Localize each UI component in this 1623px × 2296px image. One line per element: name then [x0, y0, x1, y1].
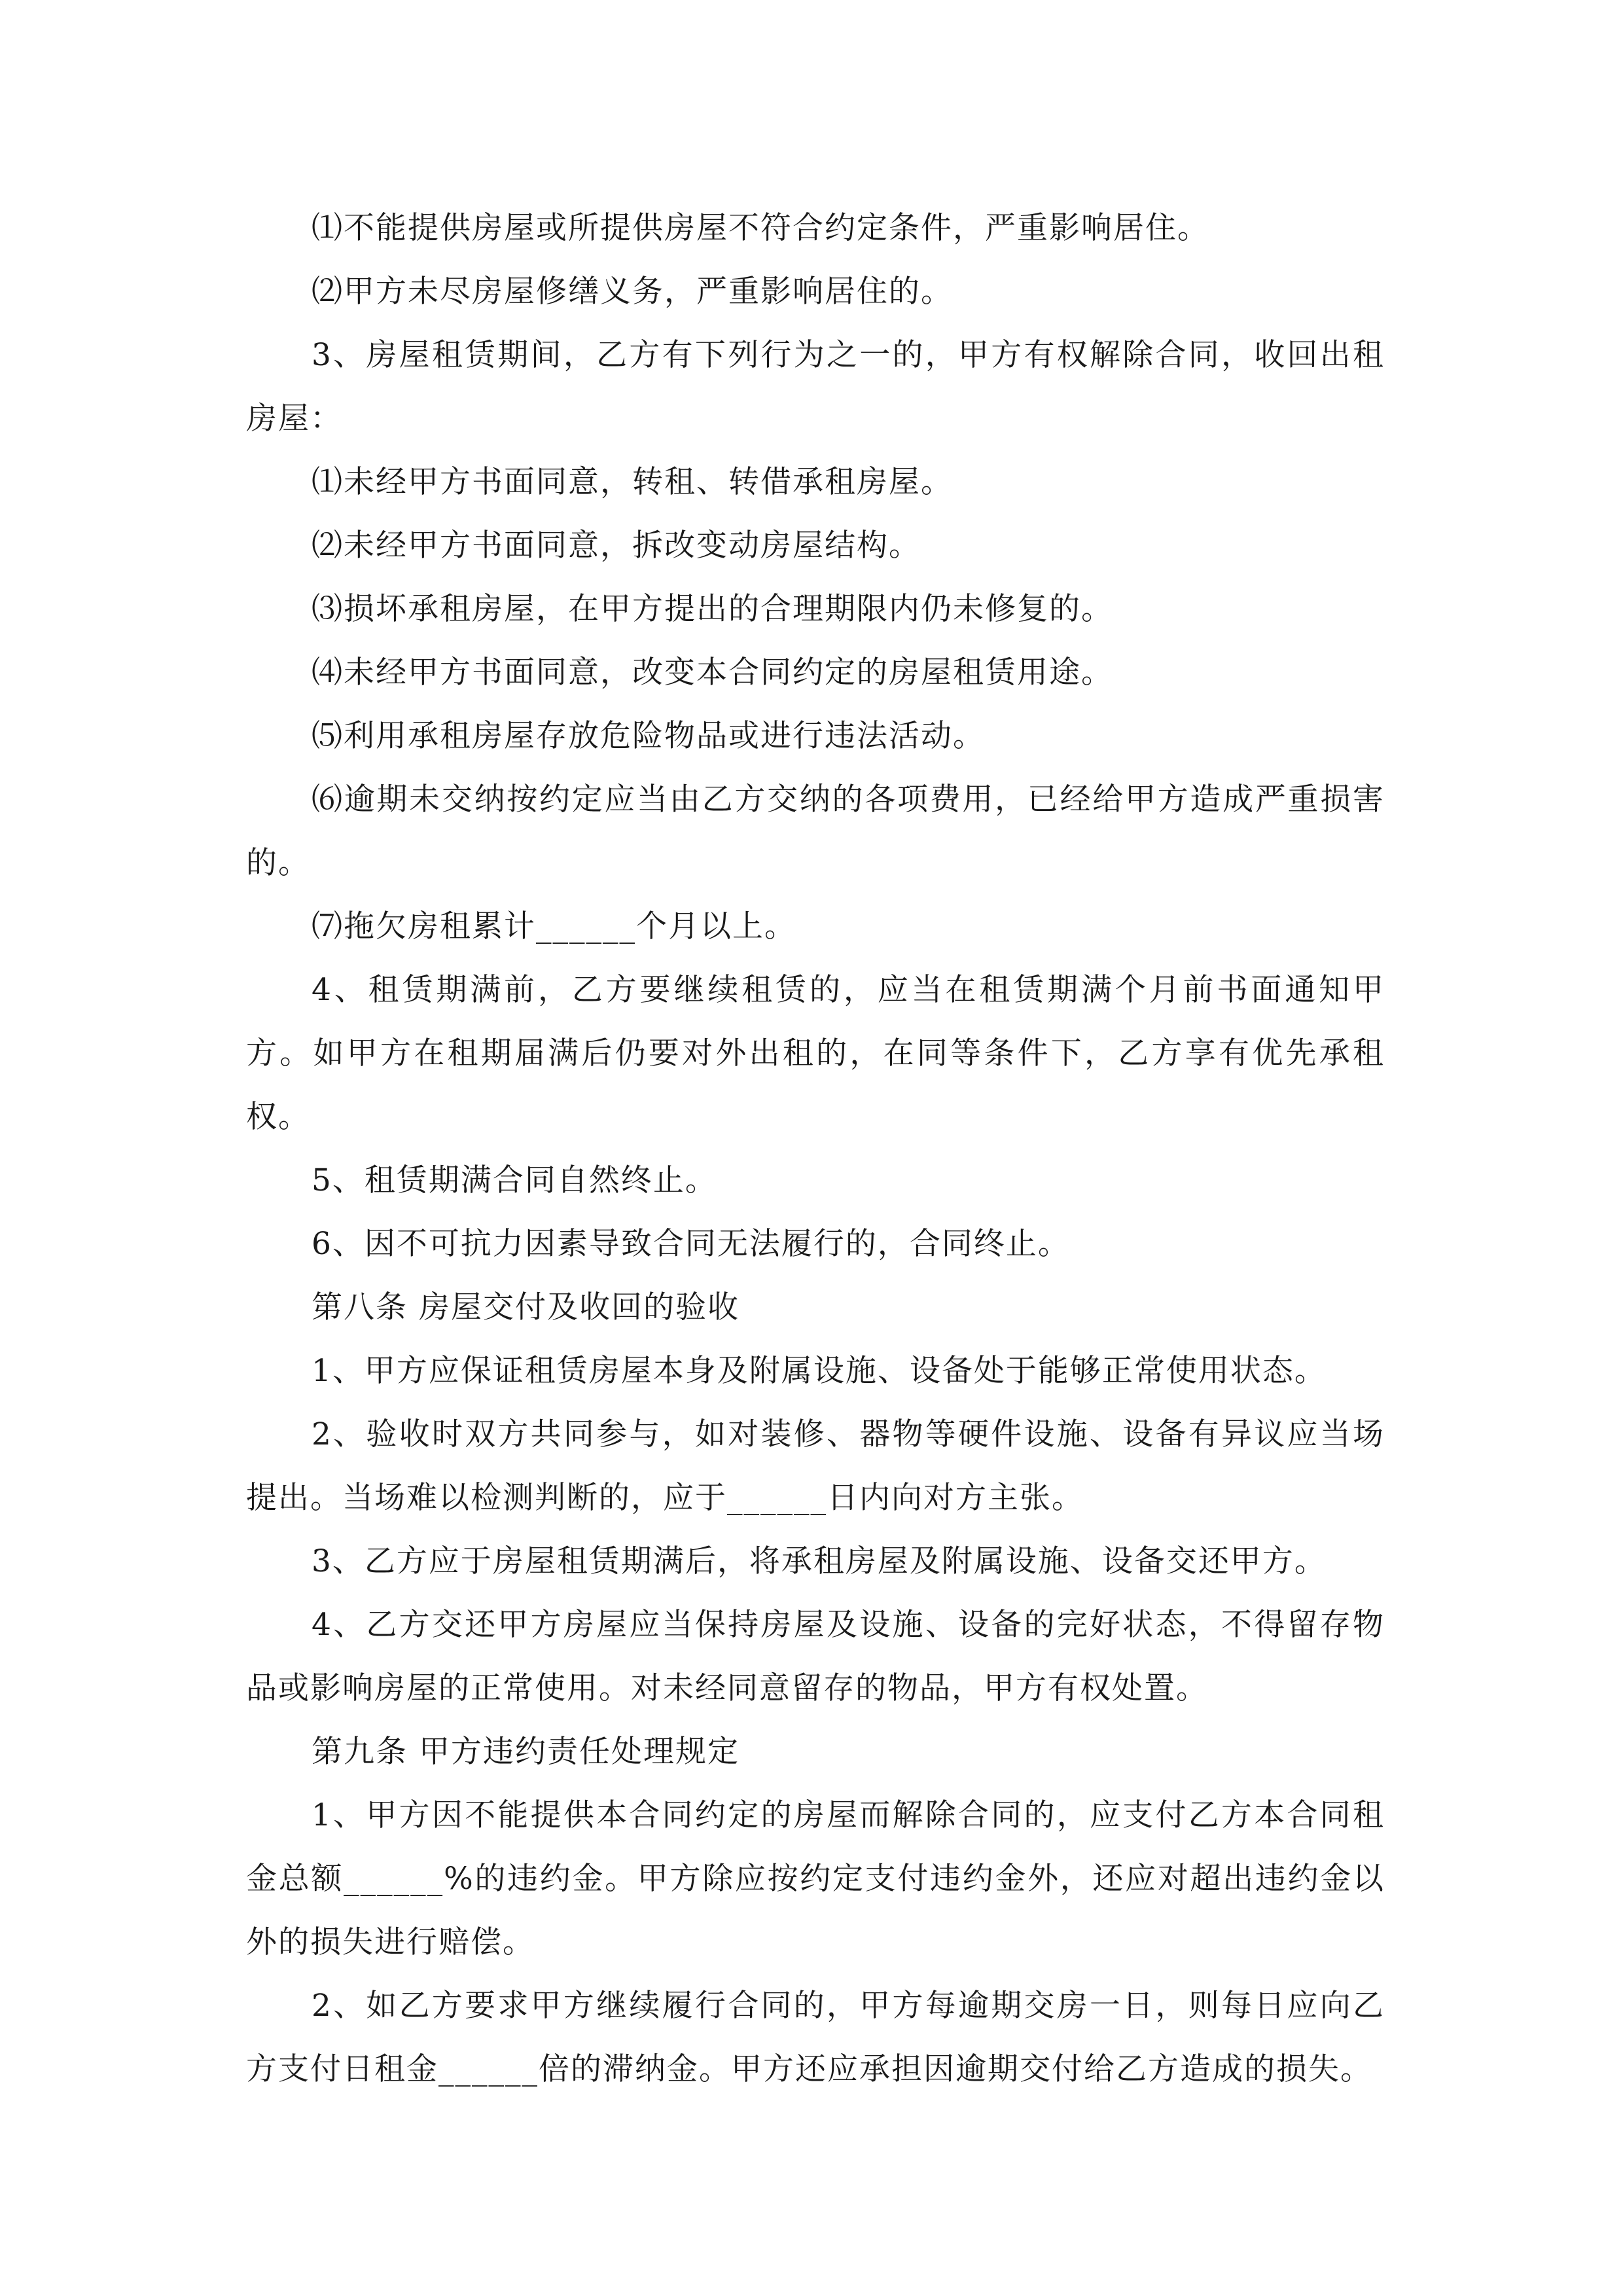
clause-termination-lessor-item-4: ⑷未经甲方书面同意，改变本合同约定的房屋租赁用途。	[312, 655, 1113, 691]
clause-termination-lessee-item-1: ⑴不能提供房屋或所提供房屋不符合约定条件，严重影响居住。	[312, 210, 1209, 246]
article-8-item-3: 3、乙方应于房屋租赁期满后，将承租房屋及附属设施、设备交还甲方。	[312, 1543, 1327, 1579]
clause-termination-lessor-heading: 3、房屋租赁期间，乙方有下列行为之一的，甲方有权解除合同，收回出租房屋：	[246, 337, 1385, 437]
clause-natural-termination: 5、租赁期满合同自然终止。	[312, 1162, 717, 1198]
clause-termination-lessor-item-6: ⑹逾期未交纳按约定应当由乙方交纳的各项费用，已经给甲方造成严重损害的。	[246, 781, 1385, 881]
clause-termination-lessee-item-2: ⑵甲方未尽房屋修缮义务，严重影响居住的。	[312, 274, 953, 310]
clause-force-majeure: 6、因不可抗力因素导致合同无法履行的，合同终止。	[312, 1226, 1070, 1262]
clause-termination-lessor-item-3: ⑶损坏承租房屋，在甲方提出的合理期限内仍未修复的。	[312, 591, 1113, 627]
article-8-heading: 第八条 房屋交付及收回的验收	[312, 1289, 740, 1325]
article-8-item-4: 4、乙方交还甲方房屋应当保持房屋及设施、设备的完好状态，不得留存物品或影响房屋的正常使用。对未经同意留存的物品，甲方有权处置。	[246, 1607, 1385, 1706]
clause-termination-lessor-item-5: ⑸利用承租房屋存放危险物品或进行违法活动。	[312, 718, 985, 754]
article-8-item-1: 1、甲方应保证租赁房屋本身及附属设施、设备处于能够正常使用状态。	[312, 1353, 1327, 1389]
contract-body	[246, 196, 1385, 2101]
article-8-item-2: 2、验收时双方共同参与，如对装修、器物等硬件设施、设备有异议应当场提出。当场难以检测判断的，应于______日内向对方主张。	[246, 1416, 1385, 1516]
article-9-item-2: 2、如乙方要求甲方继续履行合同的，甲方每逾期交房一日，则每日应向乙方支付日租金______倍的滞纳金。甲方还应承担因逾期交付给乙方造成的损失。	[246, 1988, 1385, 2087]
clause-termination-lessor-item-1: ⑴未经甲方书面同意，转租、转借承租房屋。	[312, 464, 953, 500]
article-9-item-1: 1、甲方因不能提供本合同约定的房屋而解除合同的，应支付乙方本合同租金总额______%的违约金。甲方除应按约定支付违约金外，还应对超出违约金以外的损失进行赔偿。	[246, 1797, 1385, 1960]
clause-termination-lessor-item-7: ⑺拖欠房租累计______个月以上。	[312, 908, 796, 944]
article-9-heading: 第九条 甲方违约责任处理规定	[312, 1734, 740, 1770]
clause-termination-lessor-item-2: ⑵未经甲方书面同意，拆改变动房屋结构。	[312, 528, 921, 564]
clause-renewal-notice: 4、租赁期满前，乙方要继续租赁的，应当在租赁期满个月前书面通知甲方。如甲方在租期届满后仍要对外出租的，在同等条件下，乙方享有优先承租权。	[246, 972, 1385, 1135]
